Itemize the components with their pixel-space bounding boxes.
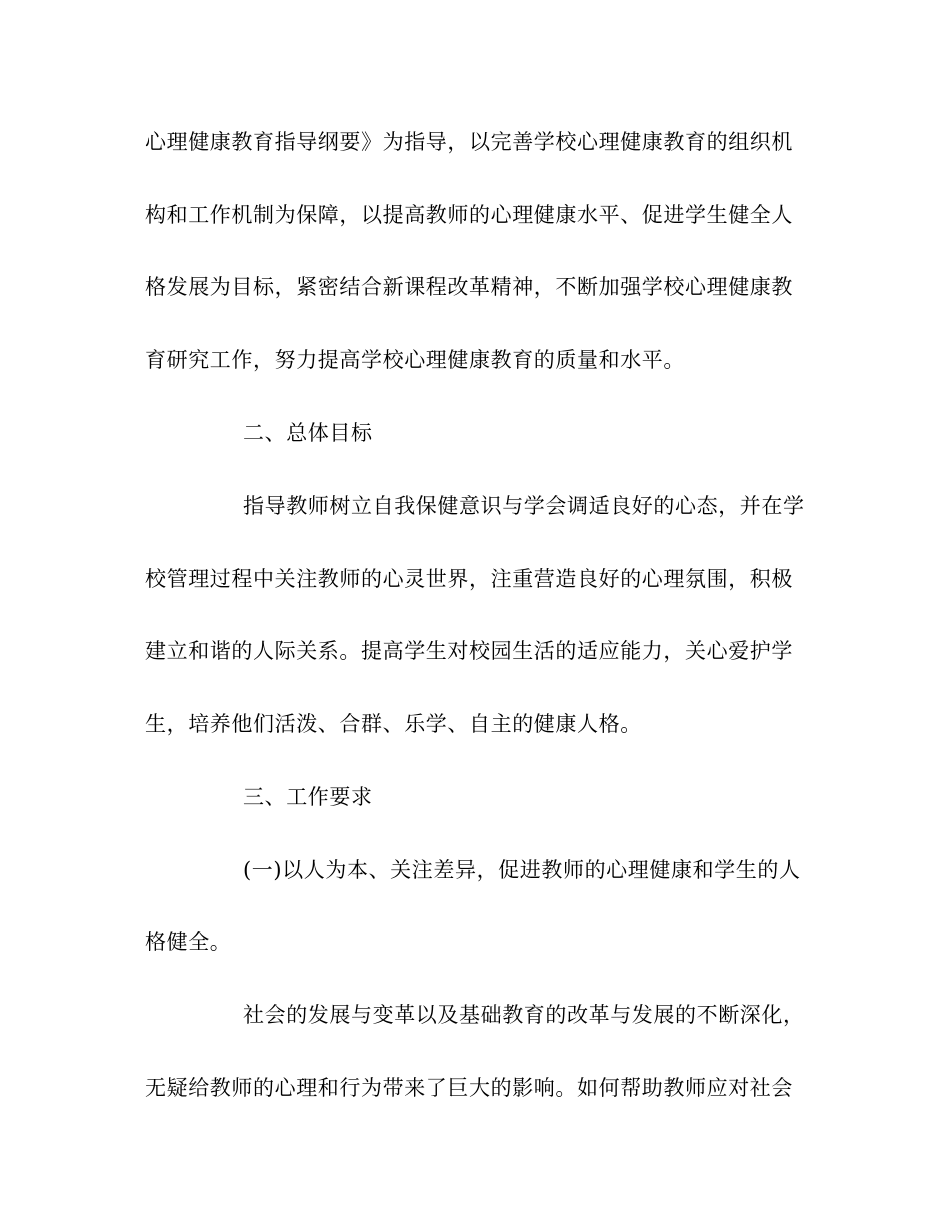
paragraph-line: 心理健康教育指导纲要》为指导，以完善学校心理健康教育的组织机 xyxy=(145,130,793,154)
paragraph-line: 建立和谐的人际关系。提高学生对校园生活的适应能力，关心爱护学 xyxy=(145,639,793,663)
paragraph-line: 指导教师树立自我保健意识与学会调适良好的心态，并在学 xyxy=(243,494,805,518)
section-heading: 三、工作要求 xyxy=(243,785,373,809)
subsection-heading: (一)以人为本、关注差异，促进教师的心理健康和学生的人 xyxy=(243,858,801,882)
paragraph-line: 校管理过程中关注教师的心灵世界，注重营造良好的心理氛围，积极 xyxy=(145,567,793,591)
paragraph-line: 无疑给教师的心理和行为带来了巨大的影响。如何帮助教师应对社会 xyxy=(145,1076,793,1100)
paragraph-line: 格发展为目标，紧密结合新课程改革精神，不断加强学校心理健康教 xyxy=(145,275,793,299)
paragraph-line: 社会的发展与变革以及基础教育的改革与发展的不断深化， xyxy=(243,1003,805,1027)
subsection-heading-continued: 格健全。 xyxy=(145,930,232,954)
paragraph-line: 育研究工作，努力提高学校心理健康教育的质量和水平。 xyxy=(145,348,685,372)
section-heading: 二、总体目标 xyxy=(243,421,373,445)
paragraph-line: 生，培养他们活泼、合群、乐学、自主的健康人格。 xyxy=(145,712,642,736)
paragraph-line: 构和工作机制为保障，以提高教师的心理健康水平、促进学生健全人 xyxy=(145,203,793,227)
